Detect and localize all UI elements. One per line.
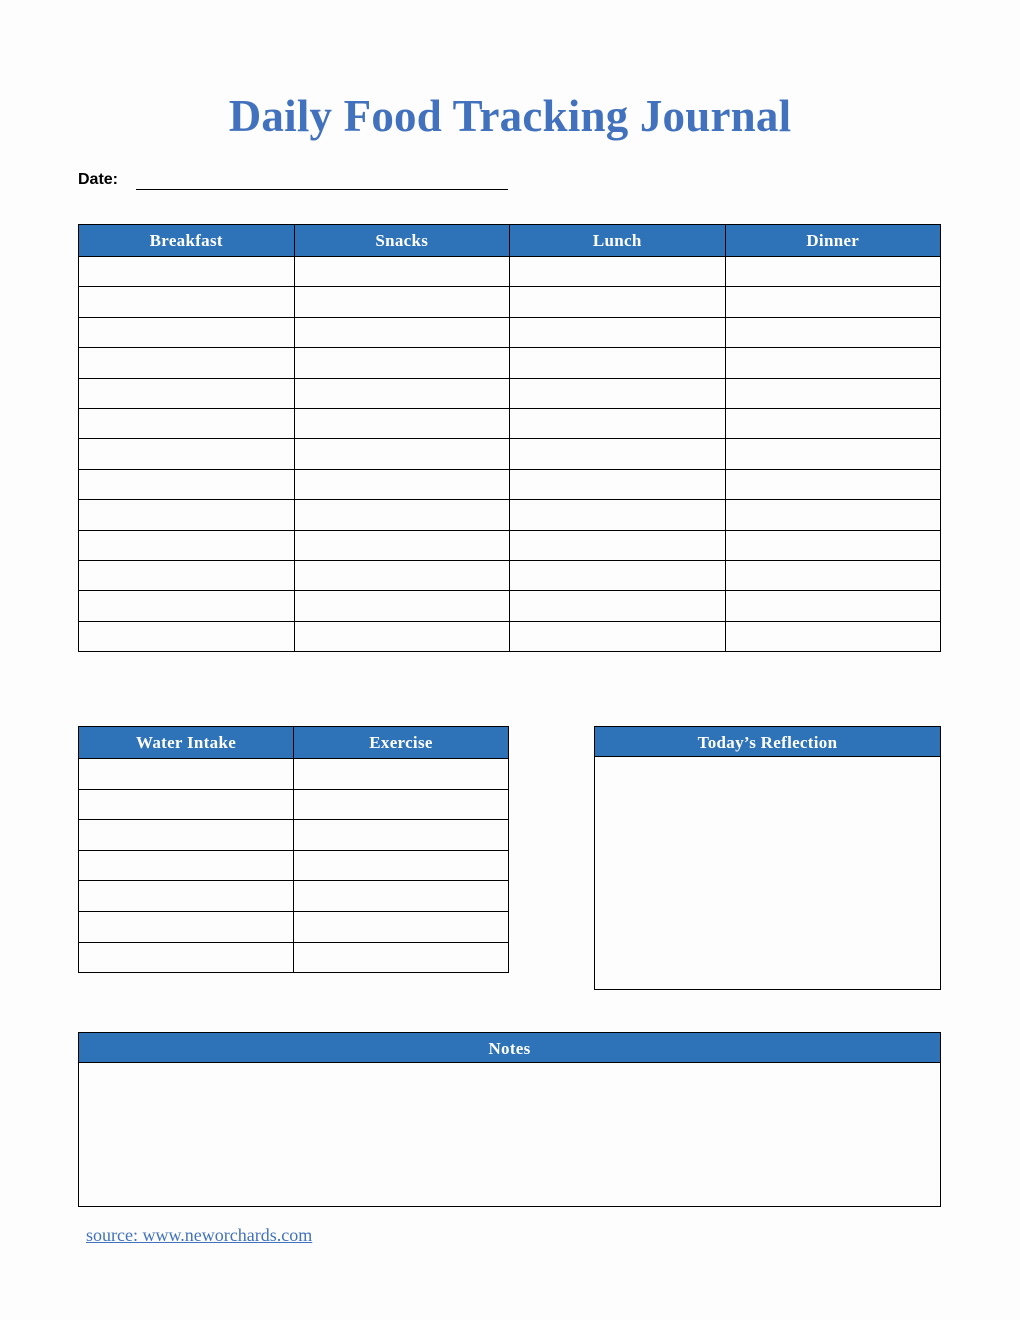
cell-breakfast[interactable]: [79, 287, 295, 317]
cell-water-intake[interactable]: [79, 789, 294, 820]
cell-dinner[interactable]: [725, 469, 941, 499]
table-row: [79, 759, 509, 790]
cell-water-intake[interactable]: [79, 850, 294, 881]
cell-exercise[interactable]: [294, 881, 509, 912]
table-row: [79, 850, 509, 881]
table-row: [79, 820, 509, 851]
meals-table: [78, 224, 941, 652]
date-field-row: [78, 158, 508, 190]
cell-water-intake[interactable]: [79, 911, 294, 942]
column-header-lunch: Lunch: [510, 225, 726, 257]
column-header-exercise: Exercise: [294, 727, 509, 759]
table-row: [79, 530, 941, 560]
cell-lunch[interactable]: [510, 621, 726, 651]
meals-table-header-row: [79, 225, 941, 257]
table-row: [79, 408, 941, 438]
cell-dinner[interactable]: [725, 621, 941, 651]
cell-breakfast[interactable]: [79, 469, 295, 499]
column-header-breakfast: Breakfast: [79, 225, 295, 257]
cell-snacks[interactable]: [294, 317, 510, 347]
cell-dinner[interactable]: [725, 408, 941, 438]
cell-breakfast[interactable]: [79, 500, 295, 530]
notes-input[interactable]: [78, 1063, 941, 1207]
column-header-snacks: Snacks: [294, 225, 510, 257]
table-row: [79, 789, 509, 820]
meals-table-body: [79, 257, 941, 652]
notes-header: Notes: [78, 1032, 941, 1063]
cell-exercise[interactable]: [294, 789, 509, 820]
cell-exercise[interactable]: [294, 850, 509, 881]
cell-water-intake[interactable]: [79, 881, 294, 912]
table-row: [79, 560, 941, 590]
todays-reflection-input[interactable]: [594, 757, 941, 990]
source-link[interactable]: source: www.neworchards.com: [86, 1225, 313, 1245]
table-row: [79, 257, 941, 287]
table-row: [79, 378, 941, 408]
cell-lunch[interactable]: [510, 591, 726, 621]
cell-dinner[interactable]: [725, 348, 941, 378]
cell-dinner[interactable]: [725, 530, 941, 560]
cell-dinner[interactable]: [725, 317, 941, 347]
cell-dinner[interactable]: [725, 378, 941, 408]
cell-snacks[interactable]: [294, 621, 510, 651]
cell-dinner[interactable]: [725, 500, 941, 530]
cell-breakfast[interactable]: [79, 348, 295, 378]
cell-dinner[interactable]: [725, 591, 941, 621]
cell-dinner[interactable]: [725, 287, 941, 317]
cell-lunch[interactable]: [510, 378, 726, 408]
cell-water-intake[interactable]: [79, 942, 294, 973]
cell-breakfast[interactable]: [79, 591, 295, 621]
cell-lunch[interactable]: [510, 469, 726, 499]
cell-snacks[interactable]: [294, 257, 510, 287]
cell-breakfast[interactable]: [79, 621, 295, 651]
table-row: [79, 317, 941, 347]
table-row: [79, 591, 941, 621]
todays-reflection-header: Today’s Reflection: [594, 726, 941, 757]
table-row: [79, 621, 941, 651]
cell-snacks[interactable]: [294, 591, 510, 621]
todays-reflection-panel: [594, 726, 941, 990]
cell-breakfast[interactable]: [79, 257, 295, 287]
table-row: [79, 942, 509, 973]
cell-exercise[interactable]: [294, 820, 509, 851]
cell-lunch[interactable]: [510, 560, 726, 590]
date-input[interactable]: [136, 172, 508, 190]
cell-lunch[interactable]: [510, 348, 726, 378]
cell-dinner[interactable]: [725, 257, 941, 287]
cell-dinner[interactable]: [725, 439, 941, 469]
cell-lunch[interactable]: [510, 408, 726, 438]
water-table-body: [79, 759, 509, 973]
cell-water-intake[interactable]: [79, 820, 294, 851]
notes-panel: [78, 1032, 941, 1207]
table-row: [79, 348, 941, 378]
water-intake-exercise-table: [78, 726, 509, 973]
cell-exercise[interactable]: [294, 942, 509, 973]
column-header-water-intake: Water Intake: [79, 727, 294, 759]
cell-lunch[interactable]: [510, 500, 726, 530]
cell-lunch[interactable]: [510, 287, 726, 317]
cell-lunch[interactable]: [510, 317, 726, 347]
cell-snacks[interactable]: [294, 408, 510, 438]
cell-exercise[interactable]: [294, 759, 509, 790]
table-row: [79, 500, 941, 530]
cell-lunch[interactable]: [510, 257, 726, 287]
cell-breakfast[interactable]: [79, 408, 295, 438]
cell-dinner[interactable]: [725, 560, 941, 590]
cell-lunch[interactable]: [510, 439, 726, 469]
cell-snacks[interactable]: [294, 530, 510, 560]
cell-snacks[interactable]: [294, 560, 510, 590]
date-label: Date:: [78, 171, 119, 188]
table-row: [79, 439, 941, 469]
cell-snacks[interactable]: [294, 378, 510, 408]
water-table-header-row: [79, 727, 509, 759]
cell-water-intake[interactable]: [79, 759, 294, 790]
cell-exercise[interactable]: [294, 911, 509, 942]
cell-lunch[interactable]: [510, 530, 726, 560]
cell-snacks[interactable]: [294, 469, 510, 499]
cell-snacks[interactable]: [294, 348, 510, 378]
table-row: [79, 287, 941, 317]
cell-snacks[interactable]: [294, 500, 510, 530]
cell-snacks[interactable]: [294, 287, 510, 317]
cell-breakfast[interactable]: [79, 439, 295, 469]
cell-breakfast[interactable]: [79, 560, 295, 590]
cell-breakfast[interactable]: [79, 530, 295, 560]
column-header-dinner: Dinner: [725, 225, 941, 257]
page-title: Daily Food Tracking Journal: [228, 91, 792, 142]
cell-breakfast[interactable]: [79, 317, 295, 347]
table-row: [79, 911, 509, 942]
cell-breakfast[interactable]: [79, 378, 295, 408]
table-row: [79, 881, 509, 912]
cell-snacks[interactable]: [294, 439, 510, 469]
table-row: [79, 469, 941, 499]
